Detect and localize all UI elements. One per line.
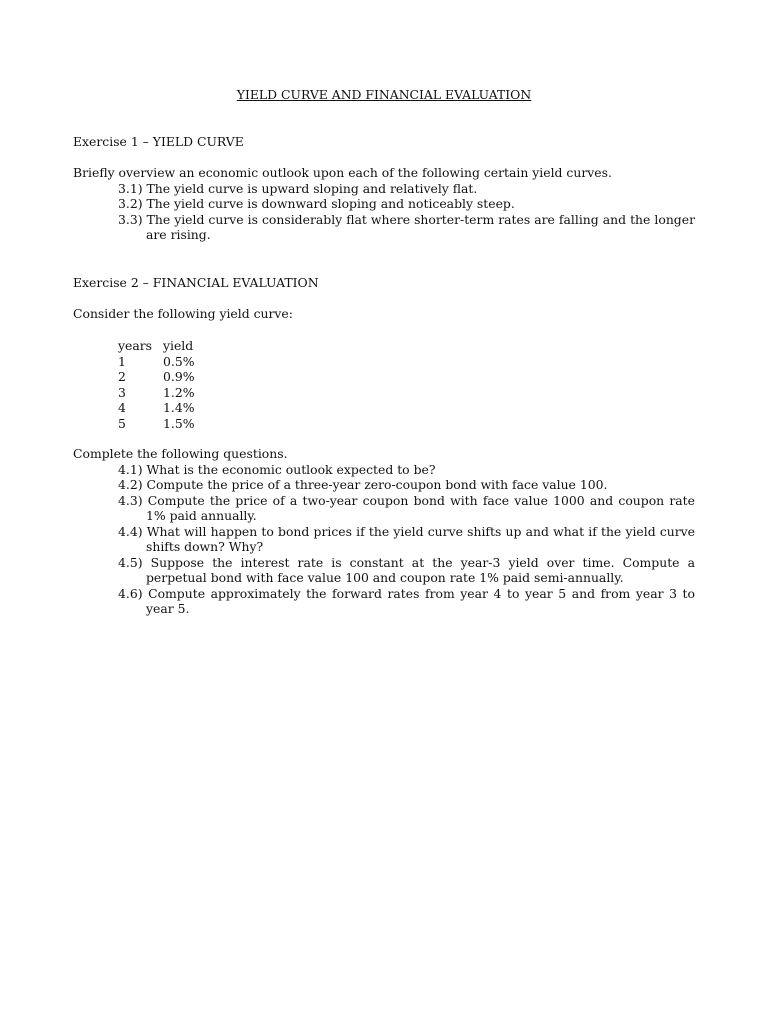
questions-intro: Complete the following questions. (73, 446, 288, 461)
table-row (118, 369, 223, 385)
yield-cell: 1.2% (163, 384, 195, 400)
exercise-2-intro: Consider the following yield curve: (73, 306, 293, 321)
question-item: 4.3) Compute the price of a two-year coupon bond with face value 1000 and coupon rate 1% paid annually. (118, 492, 695, 523)
table-row (118, 400, 223, 416)
yield-cell: 1.4% (163, 400, 195, 416)
yield-cell: 1.5% (163, 415, 195, 431)
years-cell: 2 (118, 369, 126, 385)
yield-table (118, 338, 223, 432)
exercise-2-questions (73, 446, 695, 617)
years-header: years (118, 338, 153, 353)
yield-header: yield (163, 338, 194, 353)
exercise-1-heading: Exercise 1 – YIELD CURVE (73, 134, 244, 149)
years-cell: 4 (118, 400, 126, 416)
years-cell: 3 (118, 384, 126, 400)
question-item: 4.1) What is the economic outlook expected to be? (118, 461, 436, 477)
question-item: 4.5) Suppose the interest rate is constant at the year-3 yield over time. Compute a perpetual bond with face value 100 and coupon rate 1% paid semi-annually. (118, 554, 695, 585)
exercise-1-heading-block (73, 134, 695, 150)
exercise-1-item: 3.3) The yield curve is considerably flat where shorter-term rates are falling and the longer are rising. (118, 211, 695, 242)
question-item: 4.4) What will happen to bond prices if the yield curve shifts up and what if the yield curve shifts down? Why? (118, 523, 695, 554)
page-title: YIELD CURVE AND FINANCIAL EVALUATION (236, 87, 532, 102)
table-row (118, 385, 223, 401)
exercise-2-intro-block (73, 306, 695, 322)
question-item: 4.6) Compute approximately the forward rates from year 4 to year 5 and from year 3 to year 5. (118, 585, 695, 616)
exercise-1-intro: Briefly overview an economic outlook upon each of the following certain yield curves. (73, 165, 612, 180)
years-cell: 5 (118, 415, 126, 431)
yield-table-header (118, 338, 223, 354)
table-row (118, 354, 223, 370)
question-item: 4.2) Compute the price of a three-year zero-coupon bond with face value 100. (118, 477, 608, 492)
table-row (118, 416, 223, 432)
years-cell: 1 (118, 353, 126, 369)
yield-cell: 0.9% (163, 369, 195, 385)
yield-cell: 0.5% (163, 353, 195, 369)
exercise-1-section (73, 165, 695, 243)
exercise-1-item: 3.2) The yield curve is downward sloping and noticeably steep. (118, 196, 515, 211)
exercise-1-item: 3.1) The yield curve is upward sloping and relatively flat. (118, 180, 478, 196)
exercise-2-heading-block (73, 275, 695, 291)
exercise-2-heading: Exercise 2 – FINANCIAL EVALUATION (73, 275, 319, 290)
